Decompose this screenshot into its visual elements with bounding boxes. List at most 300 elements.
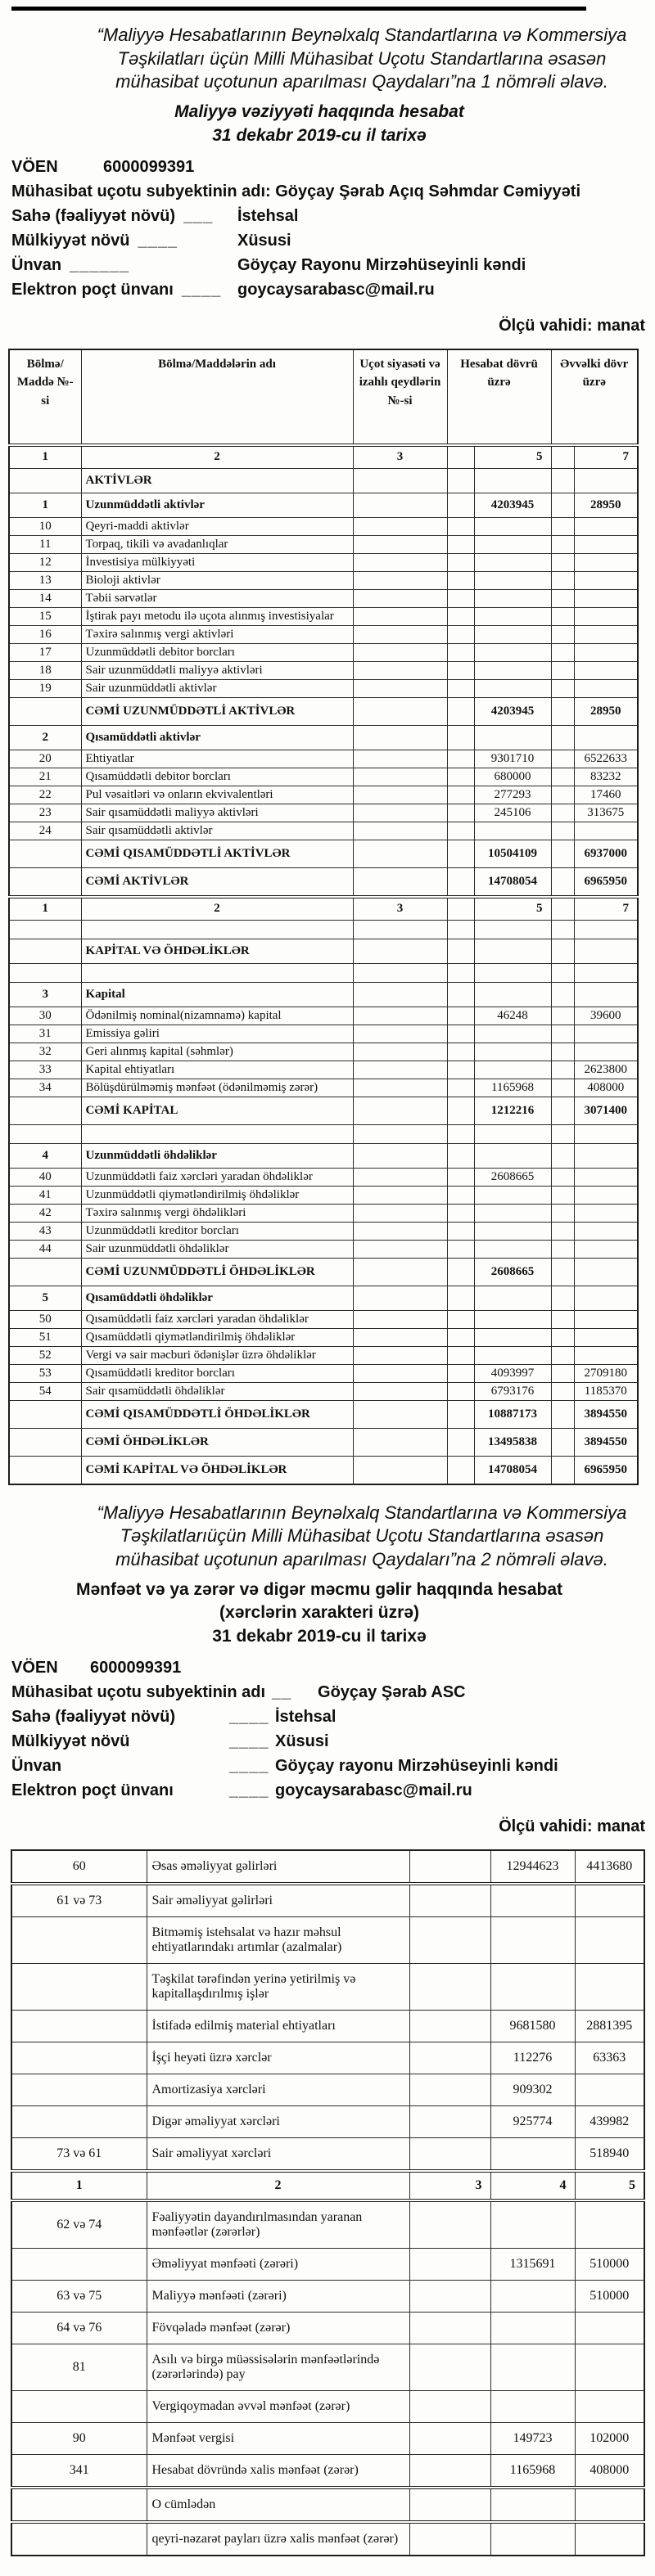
value-previous-cell: 28950 <box>574 493 638 517</box>
notes-cell <box>353 553 447 571</box>
value-current-cell: 680000 <box>474 768 551 786</box>
notes-cell <box>409 1964 490 2011</box>
column-number-cell: 5 <box>474 897 551 921</box>
notes-cell <box>409 2488 490 2522</box>
row-code-cell: 10 <box>9 517 81 535</box>
voen-label: VÖEN <box>11 1659 58 1678</box>
notes-cell <box>353 1061 447 1079</box>
value-previous-cell: 17460 <box>574 786 638 804</box>
value-previous-cell: 1185370 <box>574 1382 638 1400</box>
report2-header <box>0 1502 655 1837</box>
table-row <box>11 2391 644 2423</box>
row-name-cell: Qısamüddətli qiymətləndirilmiş öhdəliklər <box>81 1328 353 1346</box>
notes-cell <box>353 643 447 661</box>
row-name-cell: CƏMİ UZUNMÜDDƏTLİ AKTİVLƏR <box>81 697 353 725</box>
row-name-cell: Sair qısamüddətli öhdəliklər <box>81 1382 353 1400</box>
gap-cell <box>551 1382 574 1400</box>
gap-cell <box>447 661 474 679</box>
value-previous-cell <box>574 1258 638 1286</box>
table-row <box>9 1143 638 1168</box>
row-code-cell: 61 və 73 <box>11 1884 147 1917</box>
info-label: Elektron poçt ünvanı <box>11 1781 174 1800</box>
notes-cell <box>353 697 447 725</box>
column-number-cell: 5 <box>474 445 551 469</box>
notes-cell <box>353 1222 447 1240</box>
row-code-cell: 53 <box>9 1364 81 1382</box>
table-row <box>9 661 638 679</box>
table-row <box>9 679 638 697</box>
info-line <box>11 1708 655 1732</box>
value-previous-cell <box>574 1346 638 1364</box>
value-current-cell: 10504109 <box>474 840 551 867</box>
gap-cell <box>551 822 574 840</box>
value-current-cell <box>490 1964 575 2011</box>
table-row <box>9 963 638 982</box>
notes-cell <box>353 1382 447 1400</box>
notes-cell <box>353 493 447 517</box>
gap-cell <box>551 468 574 493</box>
value-previous-cell <box>574 1186 638 1204</box>
value-previous-cell: 39600 <box>574 1007 638 1025</box>
value-current-cell: 9681580 <box>490 2011 575 2042</box>
info-label: Ünvan <box>11 1757 62 1776</box>
row-code-cell <box>9 1456 81 1484</box>
value-current-cell <box>474 571 551 589</box>
value-current-cell <box>474 625 551 643</box>
row-code-cell: 15 <box>9 607 81 625</box>
table-row <box>9 1240 638 1258</box>
report1-title <box>0 101 639 148</box>
value-current-cell <box>474 517 551 535</box>
row-code-cell <box>9 1428 81 1456</box>
notes-cell <box>409 2455 490 2488</box>
row-code-cell: 22 <box>9 786 81 804</box>
gap-cell <box>447 535 474 553</box>
notes-cell <box>353 1079 447 1097</box>
row-name-cell: Pul vəsaitləri və onların ekvivalentləri <box>81 786 353 804</box>
appendix-line: mühasibat uçotunun aparılması Qaydaları”na 2 nömrəli əlavə. <box>115 1548 608 1569</box>
table-row <box>11 2313 644 2344</box>
spacer-cell <box>9 920 81 939</box>
gap-cell <box>447 822 474 840</box>
value-current-cell <box>474 1143 551 1168</box>
notes-cell <box>353 786 447 804</box>
gap-cell <box>447 840 474 867</box>
gap-cell <box>447 1025 474 1043</box>
value-current-cell <box>474 1061 551 1079</box>
row-name-cell: Hesabat dövründə xalis mənfəət (zərər) <box>147 2455 409 2488</box>
spacer-cell <box>353 963 447 982</box>
notes-cell <box>353 1258 447 1286</box>
row-code-cell: 23 <box>9 804 81 822</box>
table-row <box>11 2455 644 2488</box>
value-previous-cell <box>574 1240 638 1258</box>
row-code-cell: 41 <box>9 1186 81 1204</box>
entity-info-2 <box>11 1659 655 1806</box>
notes-cell <box>353 517 447 535</box>
gap-cell <box>551 867 574 897</box>
value-previous-cell <box>574 1043 638 1061</box>
spacer-cell <box>81 920 353 939</box>
underscore-blank: ____ <box>229 1781 269 1800</box>
row-code-cell: 5 <box>9 1286 81 1310</box>
value-previous-cell <box>574 1328 638 1346</box>
row-code-cell: 12 <box>9 553 81 571</box>
column-number-cell: 3 <box>409 2171 490 2200</box>
row-code-cell: 11 <box>9 535 81 553</box>
value-current-cell <box>490 1917 575 1964</box>
notes-cell <box>409 2344 490 2391</box>
value-current-cell: 12944623 <box>490 1850 575 1884</box>
gap-cell <box>447 1328 474 1346</box>
value-previous-cell <box>574 571 638 589</box>
gap-cell <box>551 939 574 963</box>
spacer-cell <box>81 1124 353 1143</box>
value-previous-cell: 6522633 <box>574 750 638 768</box>
notes-cell <box>353 1204 447 1222</box>
gap-cell <box>551 643 574 661</box>
value-previous-cell <box>574 1222 638 1240</box>
spacer-cell <box>474 1124 551 1143</box>
value-previous-cell <box>575 2344 644 2391</box>
info-label: Elektron poçt ünvanı <box>11 280 174 299</box>
value-current-cell: 9301710 <box>474 750 551 768</box>
table-row <box>11 2042 644 2074</box>
row-code-cell <box>9 1400 81 1428</box>
row-name-cell: Torpaq, tikili və avadanlıqlar <box>81 535 353 553</box>
value-previous-cell: 313675 <box>574 804 638 822</box>
row-code-cell: 54 <box>9 1382 81 1400</box>
gap-cell <box>551 1222 574 1240</box>
appendix-note-2 <box>75 1502 648 1572</box>
value-previous-cell <box>574 1143 638 1168</box>
row-code-cell: 18 <box>9 661 81 679</box>
value-current-cell: 14708054 <box>474 867 551 897</box>
gap-cell <box>551 493 574 517</box>
column-number-cell: 1 <box>9 445 81 469</box>
row-name-cell: Sair qısamüddətli maliyyə aktivləri <box>81 804 353 822</box>
gap-cell <box>551 1428 574 1456</box>
value-previous-cell <box>574 589 638 607</box>
row-code-cell: 14 <box>9 589 81 607</box>
spacer-cell <box>447 920 474 939</box>
info-value: Göyçay Şərab ASC <box>318 1683 466 1702</box>
row-name-cell: Təşkilat tərəfindən yerinə yetirilmiş və kapitallaşdırılmış işlər <box>147 1964 409 2011</box>
value-previous-cell: 510000 <box>575 2249 644 2281</box>
value-previous-cell <box>574 939 638 963</box>
value-current-cell <box>490 1884 575 1917</box>
notes-cell <box>409 1917 490 1964</box>
table-row <box>9 468 638 493</box>
row-name-cell: Maliyyə mənfəəti (zərəri) <box>147 2281 409 2313</box>
spacer-cell <box>574 1124 638 1143</box>
gap-cell <box>447 1168 474 1186</box>
table-row <box>11 2138 644 2172</box>
table-row <box>11 2106 644 2138</box>
value-current-cell <box>490 2488 575 2522</box>
notes-cell <box>409 2249 490 2281</box>
table-row <box>11 2522 644 2556</box>
notes-cell <box>353 725 447 750</box>
row-name-cell: Təxirə salınmış vergi aktivləri <box>81 625 353 643</box>
unit-note: Ölçü vahidi: manat <box>499 316 645 335</box>
value-current-cell: 14708054 <box>474 1456 551 1484</box>
column-number-cell: 2 <box>81 897 353 921</box>
column-number-cell: 1 <box>9 897 81 921</box>
notes-cell <box>353 1364 447 1382</box>
gap-cell <box>447 553 474 571</box>
row-code-cell: 1 <box>9 493 81 517</box>
table-row <box>9 625 638 643</box>
notes-cell <box>353 1097 447 1124</box>
value-current-cell <box>474 589 551 607</box>
gap-cell <box>447 493 474 517</box>
table-header-row <box>9 349 638 445</box>
row-code-cell <box>9 1258 81 1286</box>
table-row <box>9 1400 638 1428</box>
row-code-cell: 40 <box>9 1168 81 1186</box>
row-code-cell: 341 <box>11 2455 147 2488</box>
spacer-cell <box>9 963 81 982</box>
row-name-cell: Vergi və sair məcburi ödənişlər üzrə öhdəliklər <box>81 1346 353 1364</box>
notes-cell <box>409 2313 490 2344</box>
column-number-cell: 3 <box>353 897 447 921</box>
row-name-cell: Kapital ehtiyatları <box>81 1061 353 1079</box>
table-row <box>9 1043 638 1061</box>
gap-cell <box>551 725 574 750</box>
subject-line: Mühasibat uçotu subyektinin adı: Göyçay Şərab Açıq Səhmdar Cəmiyyəti <box>11 182 580 200</box>
gap-cell <box>551 840 574 867</box>
notes-cell <box>353 1025 447 1043</box>
row-name-cell: CƏMİ AKTİVLƏR <box>81 867 353 897</box>
value-previous-cell <box>574 1168 638 1186</box>
value-previous-cell <box>575 2200 644 2249</box>
notes-cell <box>353 1310 447 1328</box>
row-name-cell: İnvestisiya mülkiyyəti <box>81 553 353 571</box>
row-code-cell <box>11 2249 147 2281</box>
table-row <box>9 768 638 786</box>
value-current-cell <box>474 468 551 493</box>
row-name-cell: Mənfəət vergisi <box>147 2423 409 2455</box>
notes-cell <box>353 1168 447 1186</box>
gap-cell <box>551 697 574 725</box>
gap-cell <box>551 1043 574 1061</box>
row-code-cell: 19 <box>9 679 81 697</box>
table-row <box>11 2488 644 2522</box>
gap-cell <box>551 517 574 535</box>
value-previous-cell <box>575 2391 644 2423</box>
gap-cell <box>551 589 574 607</box>
gap-cell <box>551 804 574 822</box>
row-name-cell: Emissiya gəliri <box>81 1025 353 1043</box>
info-line <box>11 207 655 232</box>
gap-cell <box>447 468 474 493</box>
notes-cell <box>353 750 447 768</box>
row-code-cell: 73 və 61 <box>11 2138 147 2172</box>
notes-cell <box>353 607 447 625</box>
notes-cell <box>409 2106 490 2138</box>
column-number-cell <box>551 445 574 469</box>
value-current-cell <box>474 822 551 840</box>
table-row <box>9 822 638 840</box>
value-current-cell <box>474 1025 551 1043</box>
report1-header <box>0 24 655 336</box>
gap-cell <box>447 750 474 768</box>
value-previous-cell: 28950 <box>574 697 638 725</box>
row-name-cell: Sair əməliyyat gəlirləri <box>147 1884 409 1917</box>
spacer-cell <box>9 1124 81 1143</box>
spacer-cell <box>474 920 551 939</box>
row-code-cell: 33 <box>9 1061 81 1079</box>
info-value: İstehsal <box>237 206 299 225</box>
row-name-cell: Sair uzunmüddətli maliyyə aktivləri <box>81 661 353 679</box>
value-previous-cell <box>575 1884 644 1917</box>
value-current-cell <box>474 1186 551 1204</box>
value-current-cell <box>474 725 551 750</box>
value-previous-cell <box>574 643 638 661</box>
notes-cell <box>353 1240 447 1258</box>
table-row <box>9 1310 638 1328</box>
underscore-blank: ______ <box>70 255 129 274</box>
gap-cell <box>551 1061 574 1079</box>
value-current-cell: 46248 <box>474 1007 551 1025</box>
row-name-cell: Amortizasiya xərcləri <box>147 2074 409 2106</box>
row-name-cell: CƏMİ QISAMÜDDƏTLİ AKTİVLƏR <box>81 840 353 867</box>
voen-line <box>11 158 655 182</box>
unit-note: Ölçü vahidi: manat <box>499 1817 645 1836</box>
gap-cell <box>551 1400 574 1428</box>
value-current-cell <box>490 2200 575 2249</box>
table-row <box>9 1186 638 1204</box>
info-line <box>11 1732 655 1757</box>
voen-value: 6000099391 <box>103 157 195 176</box>
value-current-cell <box>474 661 551 679</box>
table-row <box>11 1964 644 2011</box>
title-line: (xərclərin xarakteri üzrə) <box>219 1603 419 1623</box>
value-current-cell <box>474 1043 551 1061</box>
table-row <box>9 840 638 867</box>
table-row <box>11 2344 644 2391</box>
table-row <box>11 2281 644 2313</box>
gap-cell <box>447 1097 474 1124</box>
gap-cell <box>447 1222 474 1240</box>
value-current-cell: 4203945 <box>474 697 551 725</box>
row-code-cell <box>11 2106 147 2138</box>
row-code-cell: 50 <box>9 1310 81 1328</box>
row-code-cell <box>11 2522 147 2556</box>
column-number-cell: 2 <box>147 2171 409 2200</box>
notes-cell <box>409 1884 490 1917</box>
row-code-cell: 17 <box>9 643 81 661</box>
entity-info-1 <box>11 158 655 305</box>
spacer-cell <box>81 963 353 982</box>
value-current-cell <box>474 607 551 625</box>
value-current-cell <box>490 2281 575 2313</box>
table-row <box>9 553 638 571</box>
row-name-cell: Uzunmüddətli faiz xərcləri yaradan öhdəliklər <box>81 1168 353 1186</box>
row-name-cell: İstifadə edilmiş material ehtiyatları <box>147 2011 409 2042</box>
column-number-cell: 2 <box>81 445 353 469</box>
title-line: 31 dekabr 2019-cu il tarixə <box>212 125 427 145</box>
row-code-cell <box>9 867 81 897</box>
info-line <box>11 281 655 305</box>
row-name-cell: Fəaliyyətin dayandırılmasından yaranan mənfəətlər (zərərlər) <box>147 2200 409 2249</box>
row-name-cell: CƏMİ QISAMÜDDƏTLİ ÖHDƏLİKLƏR <box>81 1400 353 1428</box>
notes-cell <box>353 804 447 822</box>
row-name-cell: Vergiqoymadan əvvəl mənfəət (zərər) <box>147 2391 409 2423</box>
value-previous-cell: 102000 <box>575 2423 644 2455</box>
table-row <box>9 1382 638 1400</box>
gap-cell <box>447 517 474 535</box>
value-previous-cell <box>574 535 638 553</box>
info-label: Mülkiyyət növü <box>11 231 130 250</box>
info-line <box>11 232 655 256</box>
row-code-cell <box>11 2042 147 2074</box>
underscore-blank: ___ <box>183 206 214 225</box>
row-code-cell: 42 <box>9 1204 81 1222</box>
appendix-line: Təşkilatları üçün Milli Mühasibat Uçotu Standartlarına əsasən <box>117 47 607 69</box>
row-code-cell: 24 <box>9 822 81 840</box>
value-current-cell: 1165968 <box>490 2455 575 2488</box>
spacer-cell <box>447 1124 474 1143</box>
value-current-cell: 13495838 <box>474 1428 551 1456</box>
value-previous-cell <box>575 1917 644 1964</box>
notes-cell <box>353 1456 447 1484</box>
value-previous-cell <box>574 607 638 625</box>
notes-cell <box>353 589 447 607</box>
row-code-cell: 30 <box>9 1007 81 1025</box>
value-current-cell <box>490 2391 575 2423</box>
notes-cell <box>353 1143 447 1168</box>
underscore-blank: ____ <box>181 280 222 299</box>
table-row <box>9 643 638 661</box>
table-row <box>9 1079 638 1097</box>
notes-cell <box>409 2522 490 2556</box>
row-code-cell <box>11 1917 147 1964</box>
row-name-cell: Bioloji aktivlər <box>81 571 353 589</box>
underscore-blank: ____ <box>138 231 178 250</box>
gap-cell <box>447 1310 474 1328</box>
gap-cell <box>447 625 474 643</box>
notes-cell <box>353 1286 447 1310</box>
table-row <box>9 589 638 607</box>
value-current-cell <box>474 553 551 571</box>
value-previous-cell: 408000 <box>575 2455 644 2488</box>
info-value: goycaysarabasc@mail.ru <box>275 1781 472 1800</box>
table-row <box>9 571 638 589</box>
value-current-cell: 10887173 <box>474 1400 551 1428</box>
table-row <box>9 1168 638 1186</box>
row-name-cell: İştirak payı metodu ilə uçota alınmış investisiyalar <box>81 607 353 625</box>
row-code-cell: 62 və 74 <box>11 2200 147 2249</box>
notes-cell <box>353 939 447 963</box>
table-row <box>9 1364 638 1382</box>
value-current-cell: 1315691 <box>490 2249 575 2281</box>
table-row <box>9 1286 638 1310</box>
gap-cell <box>447 679 474 697</box>
row-name-cell: Qeyri-maddi aktivlər <box>81 517 353 535</box>
col-header-notes: Uçot siyasəti və izahlı qeydlərin №-si <box>353 349 447 445</box>
value-previous-cell: 518940 <box>575 2138 644 2172</box>
column-number-cell: 1 <box>11 2171 147 2200</box>
notes-cell <box>353 571 447 589</box>
gap-cell <box>551 1079 574 1097</box>
value-previous-cell: 3894550 <box>574 1428 638 1456</box>
gap-cell <box>447 1143 474 1168</box>
voen-value: 6000099391 <box>90 1659 182 1678</box>
table-row <box>9 1222 638 1240</box>
income-statement-table <box>11 1849 645 2556</box>
